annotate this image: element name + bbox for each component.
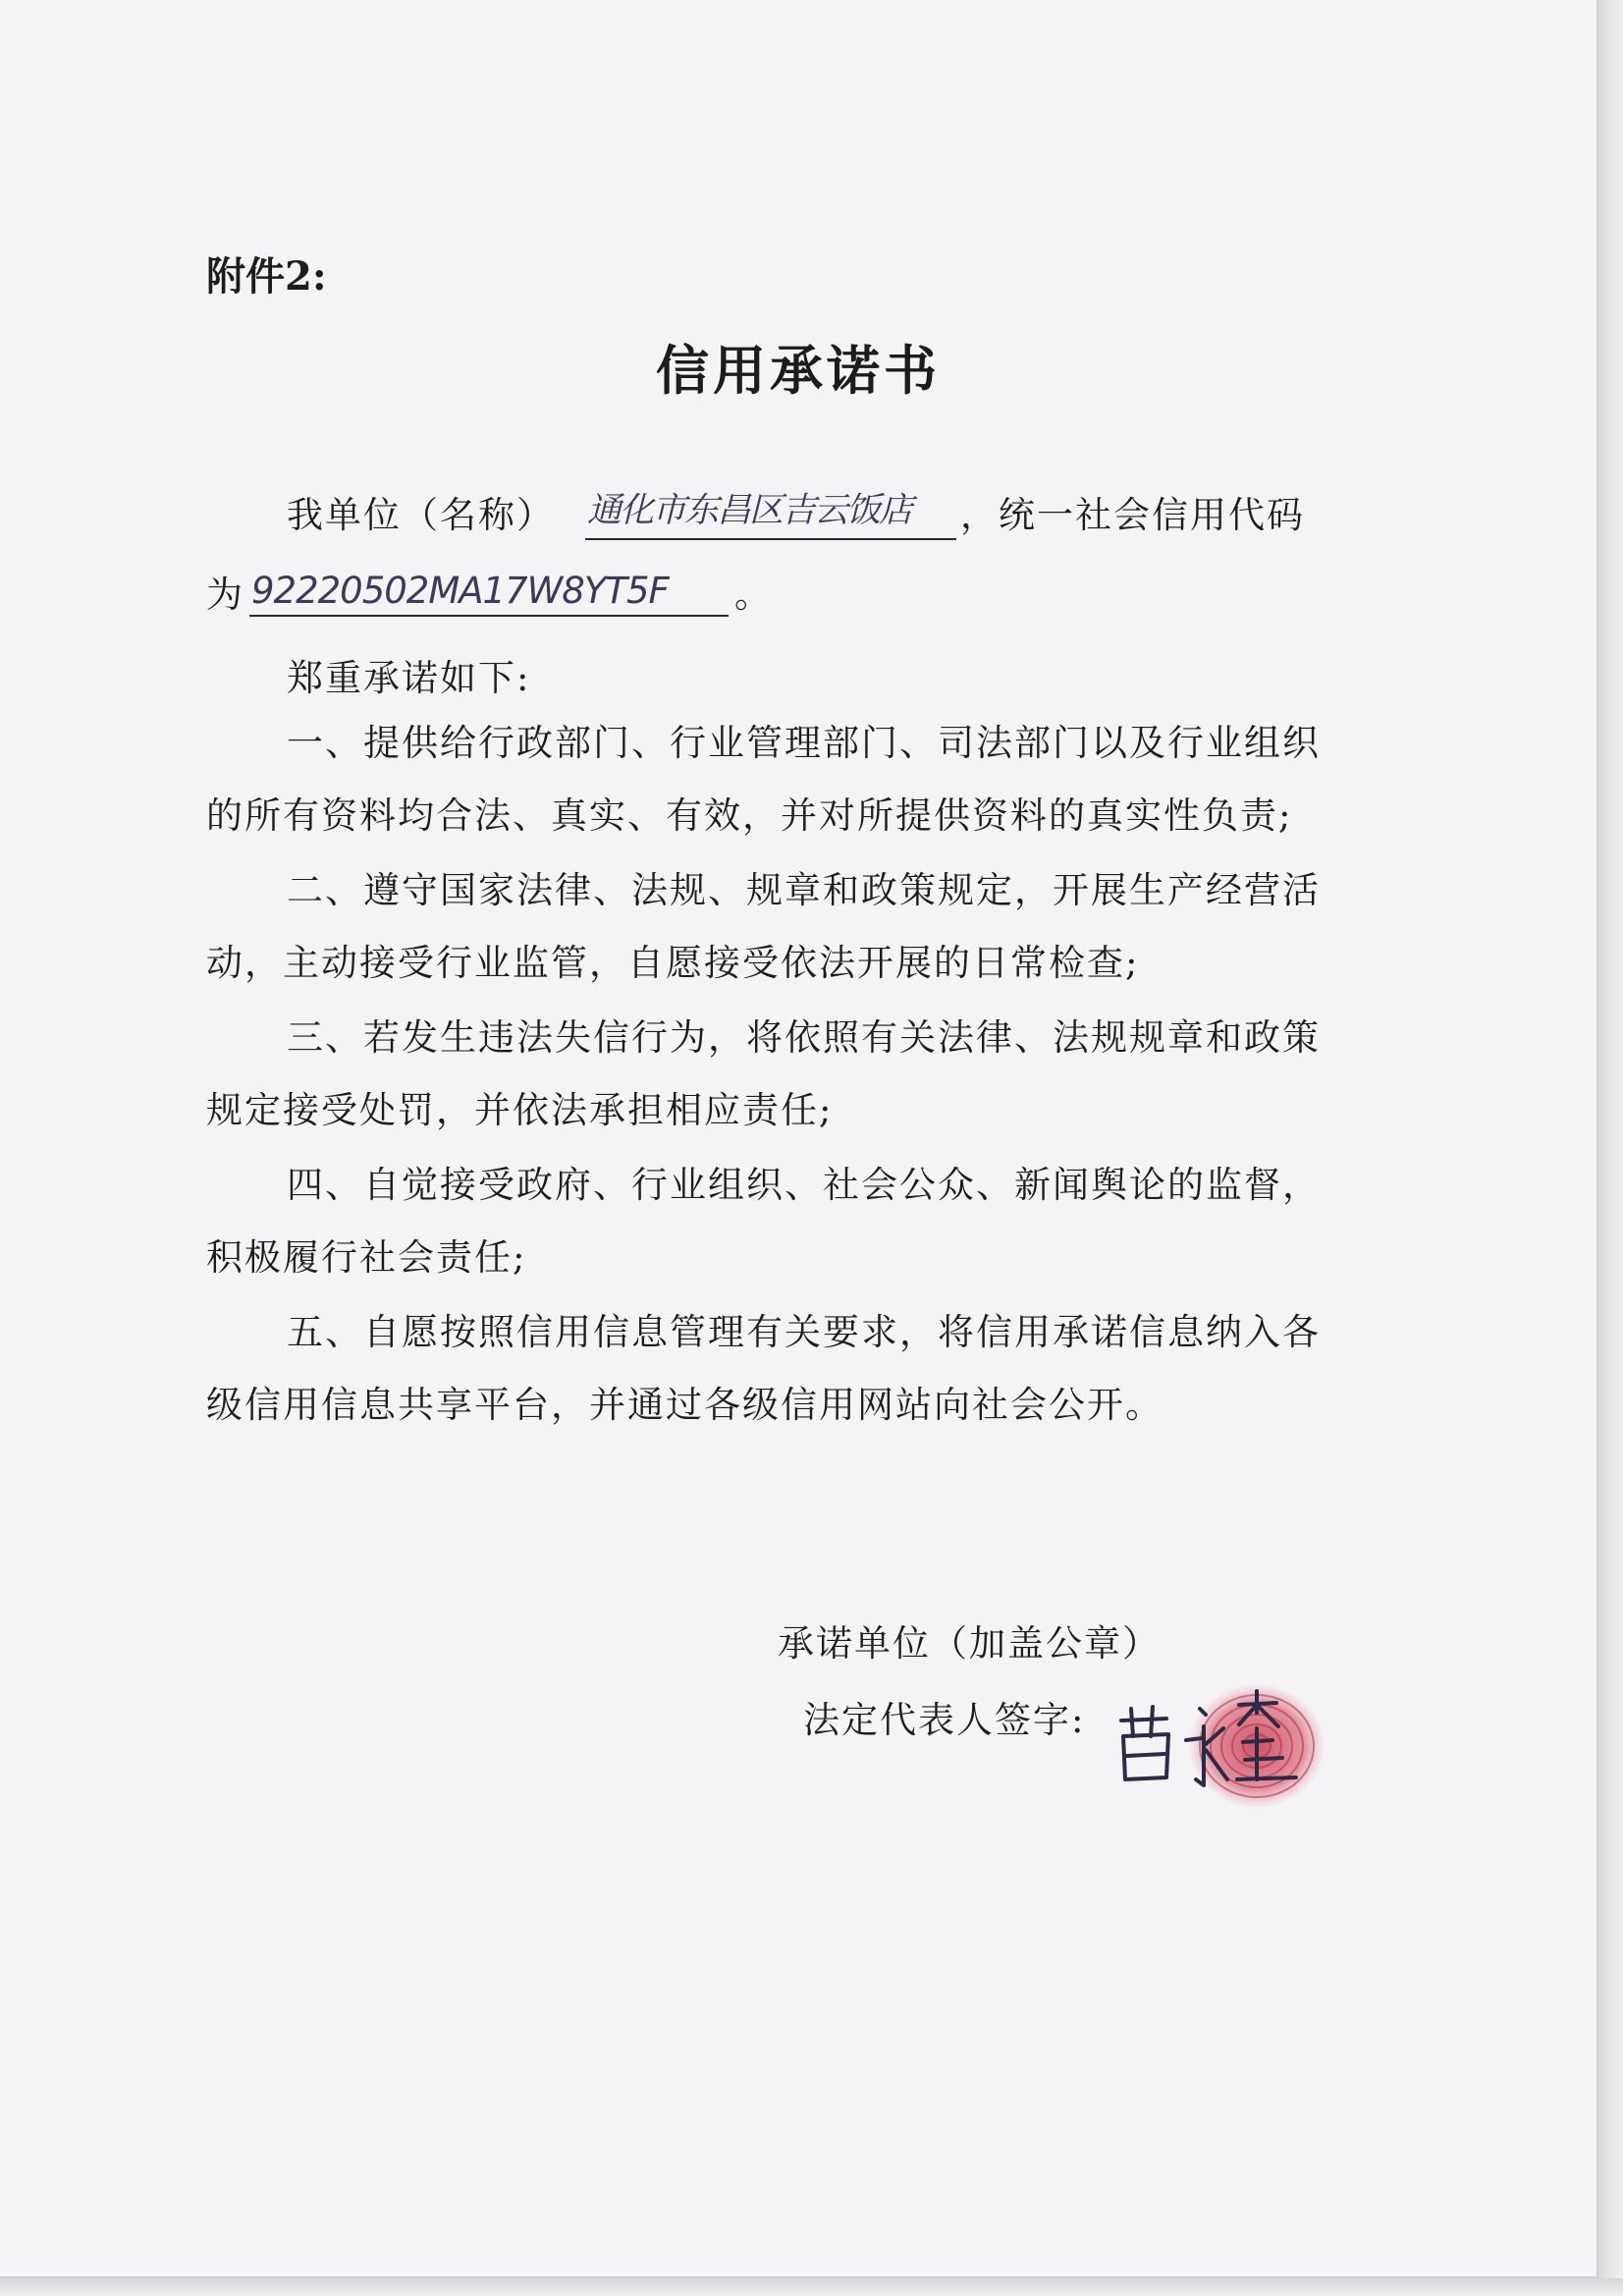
item-3-line2: 规定接受处罚，并依法承担相应责任; [206, 1089, 834, 1131]
item-2-line2: 动，主动接受行业监管，自愿接受依法开展的日常检查; [206, 942, 1140, 984]
unit-name-handwritten: 通化市东昌区吉云饭店 [587, 491, 912, 530]
item-1-line2: 的所有资料均合法、真实、有效，并对所提供资料的真实性负责; [206, 794, 1293, 837]
scan-edge-bottom [0, 2278, 1623, 2296]
item-4-line1: 四、自觉接受政府、行业组织、社会公众、新闻舆论的监督， [287, 1164, 1321, 1206]
item-4-line2: 积极履行社会责任; [206, 1236, 527, 1279]
document-title: 信用承诺书 [656, 339, 941, 402]
item-5-line1: 五、自愿按照信用信息管理有关要求，将信用承诺信息纳入各 [287, 1311, 1321, 1353]
intro-line1-suffix: ，统一社会信用代码 [960, 494, 1305, 536]
unit-name-underline [585, 538, 956, 540]
credit-code-underline [249, 615, 729, 617]
legal-rep-label: 法定代表人签字: [803, 1699, 1086, 1741]
intro-line2-prefix: 为 [206, 574, 244, 616]
item-3-line1: 三、若发生违法失信行为，将依照有关法律、法规规章和政策 [287, 1016, 1321, 1059]
scan-edge-right [1598, 0, 1623, 2296]
committing-unit-label: 承诺单位（加盖公章） [778, 1622, 1161, 1665]
item-1-line1: 一、提供给行政部门、行业管理部门、司法部门以及行业组织 [287, 722, 1321, 764]
attachment-label: 附件2: [206, 253, 327, 300]
item-2-line1: 二、遵守国家法律、法规、规章和政策规定，开展生产经营活 [287, 869, 1321, 911]
intro-line2-suffix: 。 [734, 574, 773, 616]
signature-with-fingerprint-image [1109, 1669, 1335, 1836]
item-5-line2: 级信用信息共享平台，并通过各级信用网站向社会公开。 [206, 1384, 1163, 1426]
intro-line1-prefix: 我单位（名称） [287, 494, 555, 536]
lead-text: 郑重承诺如下: [287, 657, 531, 699]
credit-code-handwritten: 92220502MA17W8YT5F [251, 570, 669, 612]
